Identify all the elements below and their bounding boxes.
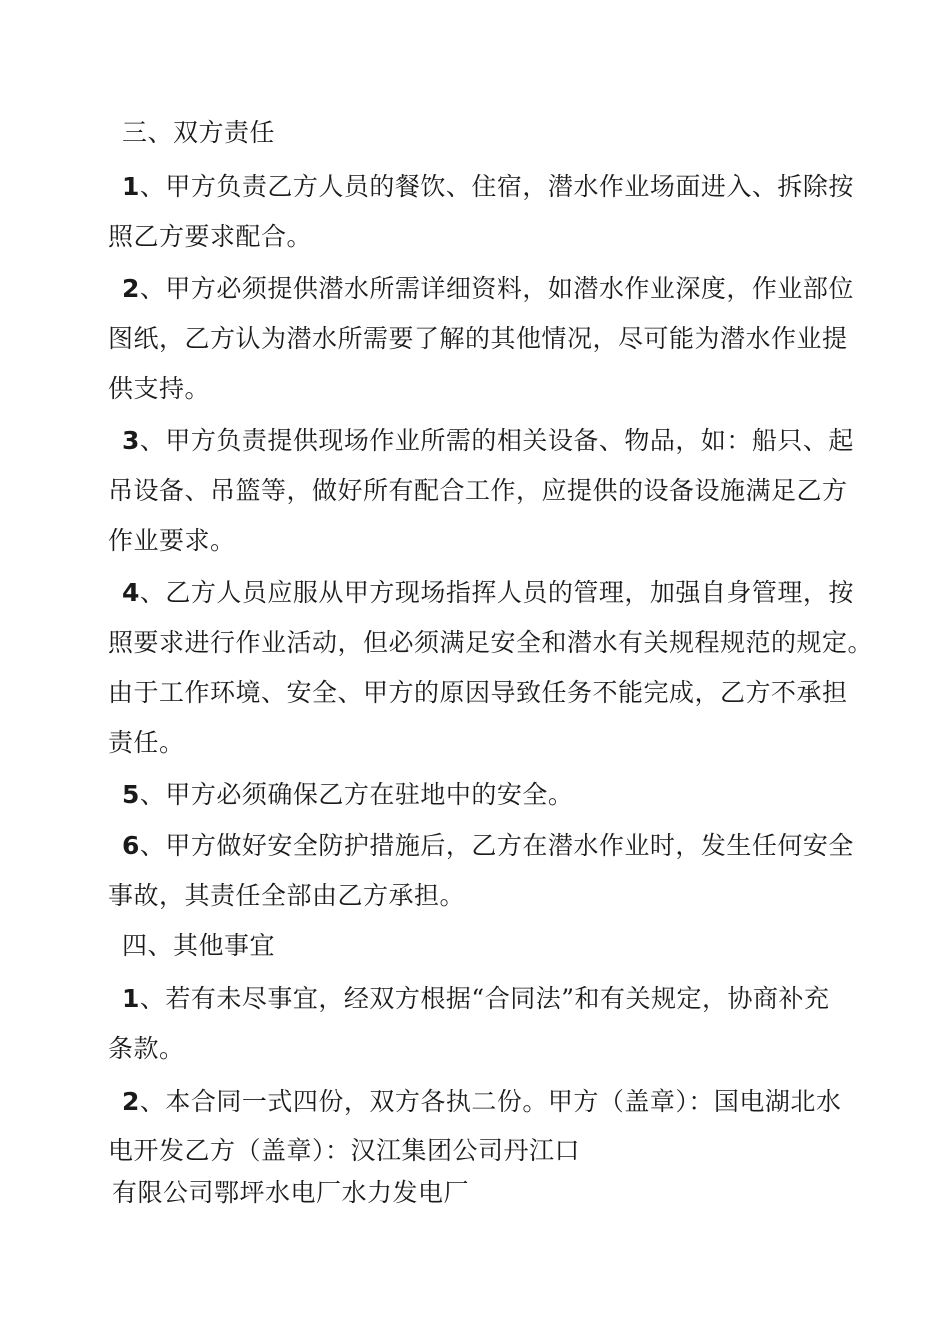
item-number: 2 [122,274,140,303]
item-number: 3 [122,426,140,455]
paragraph-4-2-line-1: 2、本合同一式四份，双方各执二份。甲方（盖章）：国电湖北水 [122,1087,842,1116]
item-number: 5 [122,780,140,809]
paragraph-3-3-line-2: 吊设备、吊篮等，做好所有配合工作，应提供的设备设施满足乙方 [108,476,848,505]
paragraph-3-1-line-2: 照乙方要求配合。 [108,222,313,251]
paragraph-4-2-line-2: 电开发乙方（盖章）：汉江集团公司丹江口 [108,1136,581,1165]
closing-line: 有限公司鄂坪水电厂水力发电厂 [112,1178,470,1207]
paragraph-3-5-line-1: 5、甲方必须确保乙方在驻地中的安全。 [122,780,574,809]
paragraph-3-3-line-1: 3、甲方负责提供现场作业所需的相关设备、物品，如：船只、起 [122,426,854,455]
paragraph-4-1-line-2: 条款。 [108,1034,185,1063]
item-number: 1 [122,984,140,1013]
paragraph-3-4-line-2: 照要求进行作业活动，但必须满足安全和潜水有关规程规范的规定。 [108,628,874,657]
section-4-heading: 四、其他事宜 [122,931,276,960]
paragraph-3-4-line-1: 4、乙方人员应服从甲方现场指挥人员的管理，加强自身管理，按 [122,578,854,607]
paragraph-3-6-line-2: 事故，其责任全部由乙方承担。 [108,881,466,910]
item-number: 6 [122,831,140,860]
paragraph-3-1-line-1: 1、甲方负责乙方人员的餐饮、住宿，潜水作业场面进入、拆除按 [122,172,854,201]
paragraph-3-3-line-3: 作业要求。 [108,526,236,555]
paragraph-3-2-line-1: 2、甲方必须提供潜水所需详细资料，如潜水作业深度，作业部位 [122,274,854,303]
item-number: 1 [122,172,140,201]
paragraph-4-1-line-1: 1、若有未尽事宜，经双方根据“合同法”和有关规定，协商补充 [122,984,830,1013]
item-number: 2 [122,1087,140,1116]
paragraph-3-2-line-2: 图纸，乙方认为潜水所需要了解的其他情况，尽可能为潜水作业提 [108,324,848,353]
paragraph-3-4-line-4: 责任。 [108,728,185,757]
section-3-heading: 三、双方责任 [122,118,276,147]
paragraph-3-2-line-3: 供支持。 [108,374,211,403]
paragraph-3-6-line-1: 6、甲方做好安全防护措施后，乙方在潜水作业时，发生任何安全 [122,831,854,860]
paragraph-3-4-line-3: 由于工作环境、安全、甲方的原因导致任务不能完成，乙方不承担 [108,678,848,707]
item-number: 4 [122,578,140,607]
